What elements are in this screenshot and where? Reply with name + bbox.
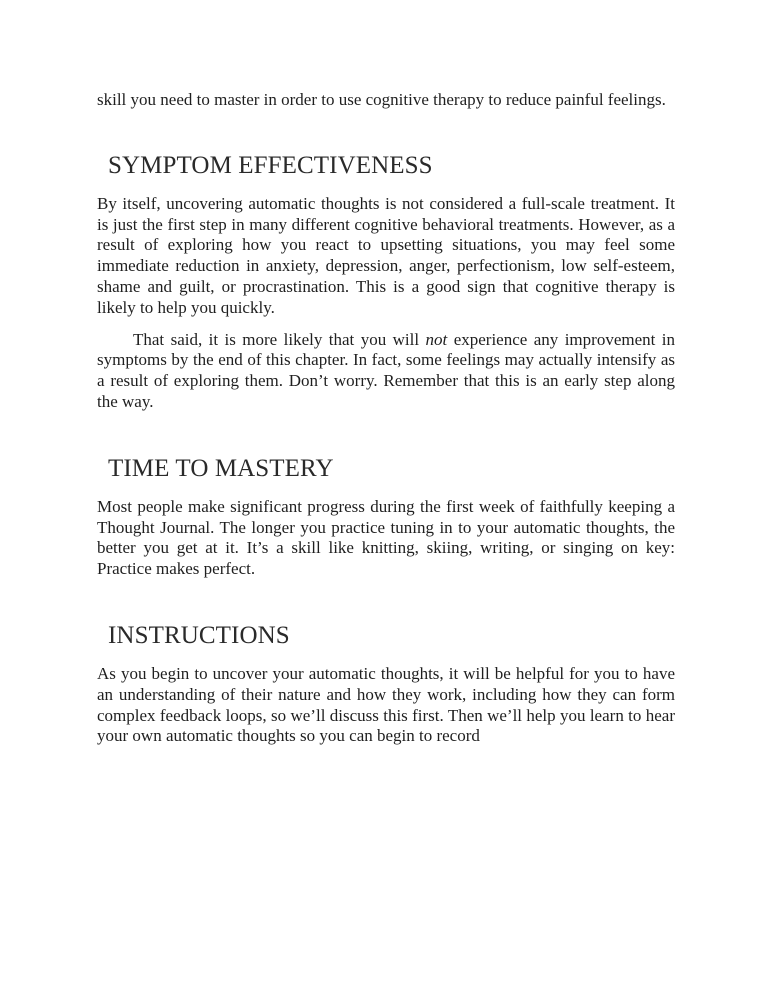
instructions-paragraph-1: As you begin to uncover your automatic thoughts, it will be helpful for you to have an understanding of their nature and how they work, including how they can form complex feedback loops, so we’ll discuss this first. Then we’ll help you learn to hear your own automatic thoughts so you can begin to record [97,663,675,746]
document-page [97,90,675,747]
symptom-paragraph-1: By itself, uncovering automatic thoughts is not considered a full-scale treatment. It is just the first step in many different cognitive behavioral treatments. However, as a result of exploring how you react to upsetting situations, you may feel some immediate reduction in anxiety, depression, anger, perfectionism, low self-esteem, shame and guilt, or procrastination. This is a good sign that cognitive therapy is likely to help you quickly. [97,193,675,317]
symptom-paragraph-2-text-b: experience any improvement in symptoms by the end of this chapter. In fact, some feelings may actually intensify as a result of exploring them. Don’t worry. Remember that this is an early step along the way. [97,329,676,411]
section-heading-time-to-mastery: TIME TO MASTERY [108,454,334,482]
symptom-paragraph-2-text-a: That said, it is more likely that you will [133,329,426,349]
emphasis-not: not [425,329,448,349]
mastery-paragraph-1: Most people make significant progress during the first week of faithfully keeping a Thought Journal. The longer you practice tuning in to your automatic thoughts, the better you get at it. It’s a skill like knitting, skiing, writing, or singing on key: Practice makes perfect. [97,496,675,579]
section-heading-symptom-effectiveness: SYMPTOM EFFECTIVENESS [108,151,433,179]
section-heading-instructions: INSTRUCTIONS [108,621,290,649]
intro-continuation-paragraph: skill you need to master in order to use cognitive therapy to reduce painful feelings. [97,90,666,109]
symptom-paragraph-2 [97,330,675,413]
